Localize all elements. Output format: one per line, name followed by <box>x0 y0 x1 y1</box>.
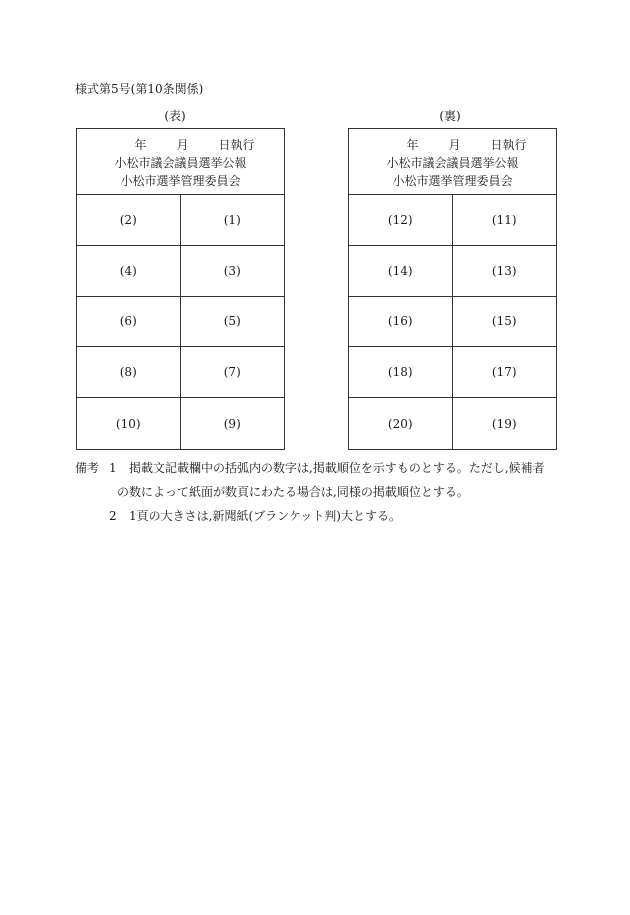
front-slot-cell: (9) <box>223 416 241 431</box>
back-date-line <box>349 136 556 154</box>
remarks-section <box>75 456 595 528</box>
back-slot-cell: (13) <box>453 246 557 297</box>
back-side-label: (裏) <box>439 109 461 123</box>
front-slot-cell: (8) <box>77 347 181 398</box>
back-date-month: 月 <box>448 138 461 152</box>
back-slot-cell: (12) <box>349 195 453 246</box>
front-date-day: 日執行 <box>218 138 255 152</box>
front-slot-cell: (6) <box>77 297 181 348</box>
remarks-item-text: 1頁の大きさは,新聞紙(ブランケット判)大とする。 <box>129 509 401 523</box>
front-title-line1: 小松市議会議員選挙公報 <box>114 156 247 170</box>
back-slot-cell: (14) <box>349 246 453 297</box>
remarks-item-text: 掲載文記載欄中の括弧内の数字は,掲載順位を示すものとする。ただし,候補者 <box>129 461 545 475</box>
front-slot-grid <box>77 195 284 449</box>
front-date-month: 月 <box>176 138 189 152</box>
back-form-box <box>348 128 557 450</box>
remarks-item-number: 2 <box>109 509 117 523</box>
front-title-line2: 小松市選挙管理委員会 <box>120 174 241 188</box>
front-slot-cell: (1) <box>181 195 285 246</box>
remarks-item-number: 1 <box>109 461 117 475</box>
back-slot-cell: (20) <box>349 398 453 449</box>
front-slot-cell: (7) <box>181 347 285 398</box>
front-slot-cell: (2) <box>77 195 181 246</box>
back-date-year: 年 <box>406 138 419 152</box>
back-form-header <box>349 129 556 195</box>
back-slot-cell: (11) <box>453 195 557 246</box>
front-slot-cell: (10) <box>77 398 181 449</box>
back-slot-cell: (19) <box>491 416 517 431</box>
back-title-line2: 小松市選挙管理委員会 <box>392 174 513 188</box>
front-form-box <box>76 128 285 450</box>
front-date-line <box>77 136 284 154</box>
front-slot-cell: (3) <box>181 246 285 297</box>
front-slot-cell: (5) <box>181 297 285 348</box>
front-form-header <box>77 129 284 195</box>
back-slot-cell: (18) <box>349 347 453 398</box>
form-number-label: 様式第5号(第10条関係) <box>75 82 204 96</box>
back-slot-cell: (16) <box>349 297 453 348</box>
front-side-label: (表) <box>164 109 186 123</box>
remarks-item <box>75 456 595 480</box>
front-date-year: 年 <box>134 138 147 152</box>
back-slot-cell: (15) <box>453 297 557 348</box>
back-title-line1: 小松市議会議員選挙公報 <box>386 156 519 170</box>
back-slot-cell: (17) <box>453 347 557 398</box>
remarks-item-text-continued: の数によって紙面が数頁にわたる場合は,同様の掲載順位とする。 <box>117 485 469 499</box>
back-slot-grid <box>349 195 556 449</box>
remarks-heading: 備考 <box>75 461 100 475</box>
front-slot-cell: (4) <box>77 246 181 297</box>
remarks-item <box>75 504 595 528</box>
back-date-day: 日執行 <box>490 138 527 152</box>
